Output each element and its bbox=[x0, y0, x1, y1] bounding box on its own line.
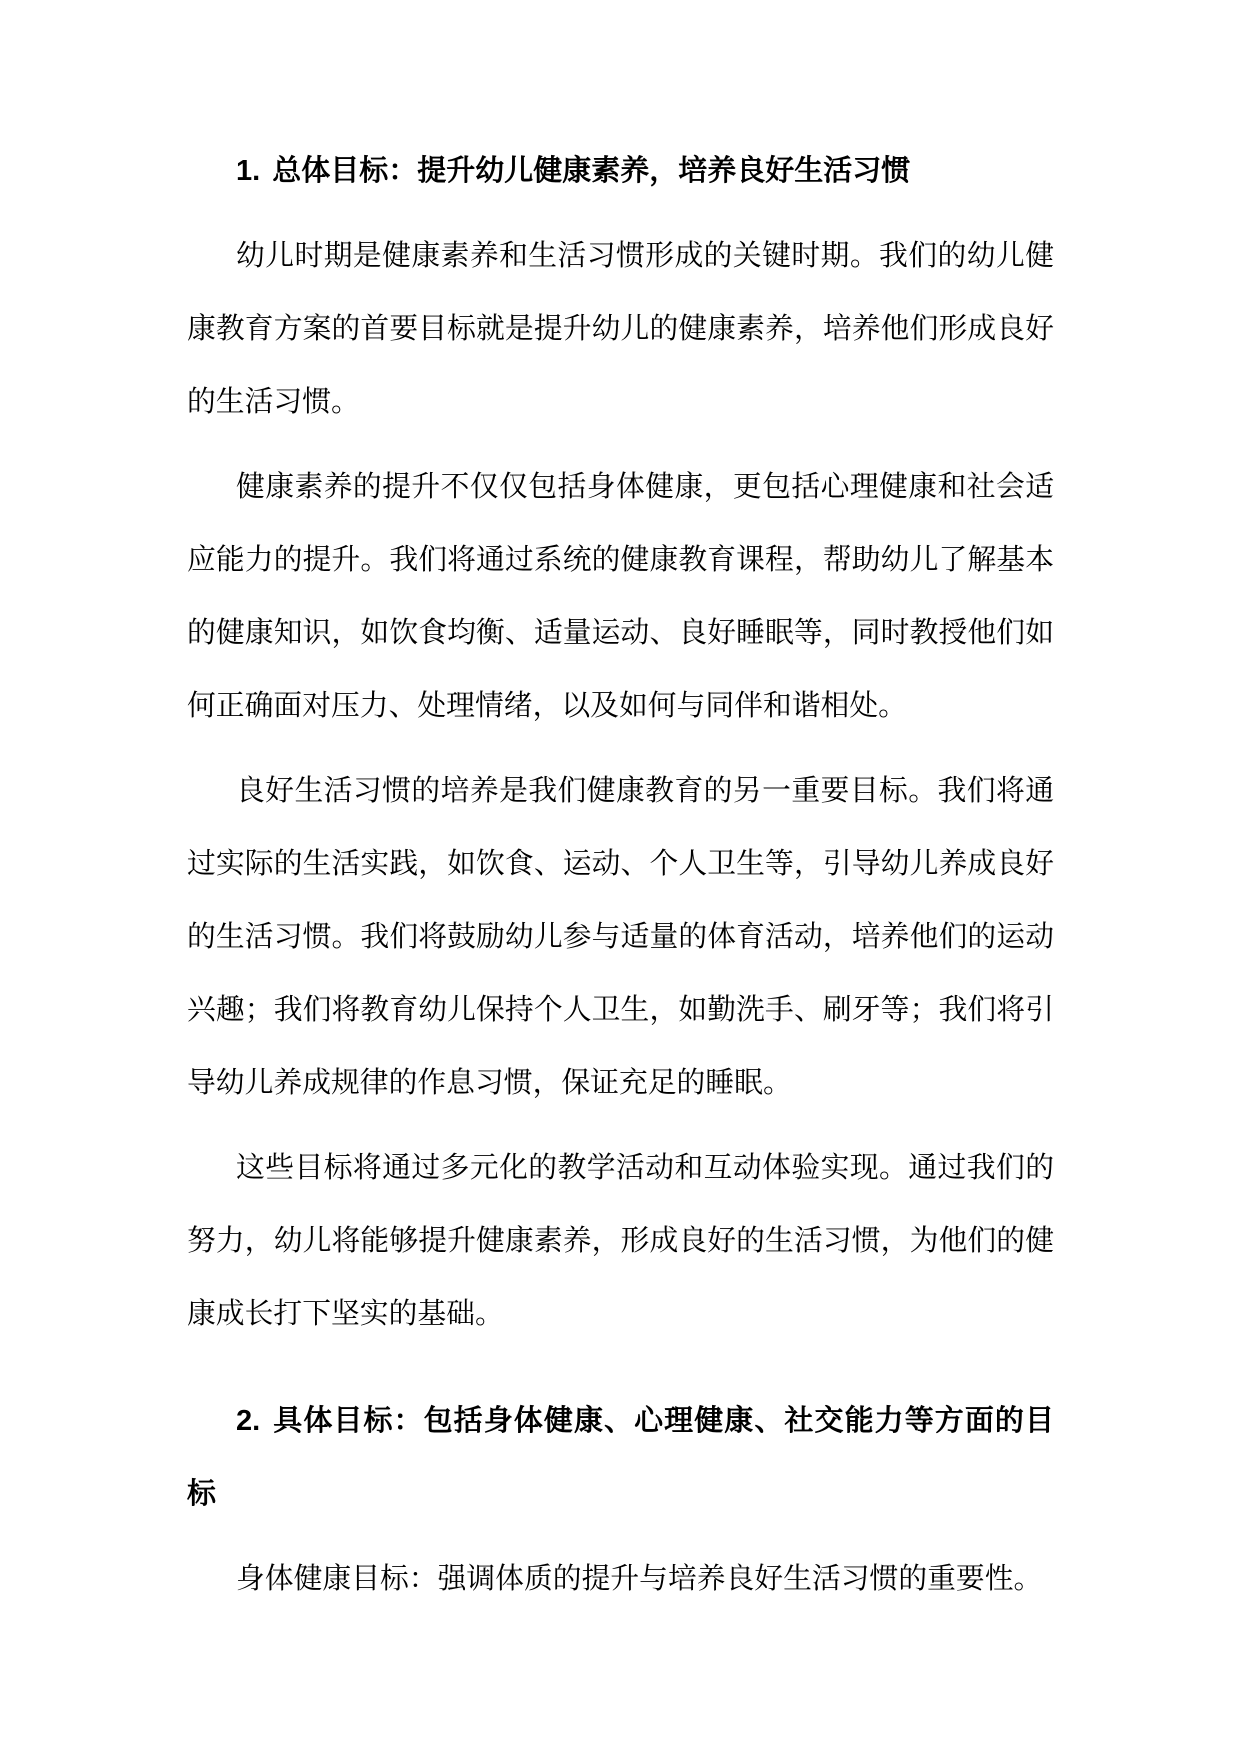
paragraph-3-line-1: 良好生活习惯的培养是我们健康教育的另一重要目标。我们将通 bbox=[236, 775, 1054, 807]
heading-1-title: 总体目标：提升幼儿健康素养，培养良好生活习惯 bbox=[272, 155, 911, 187]
paragraph-2 bbox=[187, 451, 1054, 743]
paragraph-1-line-1: 幼儿时期是健康素养和生活习惯形成的关键时期。我们的幼儿健 bbox=[236, 240, 1054, 272]
heading-2-title: 具体目标：包括身体健康、心理健康、社交能力等方面的目 bbox=[272, 1405, 1054, 1437]
heading-2 bbox=[187, 1385, 1054, 1531]
paragraph-5-line-1: 身体健康目标：强调体质的提升与培养良好生活习惯的重要性。 bbox=[236, 1563, 1043, 1595]
paragraph-5 bbox=[187, 1543, 1054, 1616]
paragraph-2-line-1: 健康素养的提升不仅仅包括身体健康，更包括心理健康和社会适 bbox=[236, 471, 1054, 503]
paragraph-1-line-2: 康教育方案的首要目标就是提升幼儿的健康素养，培养他们形成良好 bbox=[187, 313, 1054, 345]
paragraph-1 bbox=[187, 220, 1054, 439]
paragraph-1-line-3: 的生活习惯。 bbox=[187, 386, 360, 418]
paragraph-3-line-2: 过实际的生活实践，如饮食、运动、个人卫生等，引导幼儿养成良好 bbox=[187, 848, 1054, 880]
heading-2-line-2: 标 bbox=[187, 1478, 217, 1510]
heading-1-number: 1. bbox=[236, 155, 261, 187]
paragraph-3-line-3: 的生活习惯。我们将鼓励幼儿参与适量的体育活动，培养他们的运动 bbox=[187, 921, 1054, 953]
paragraph-4 bbox=[187, 1132, 1054, 1351]
paragraph-3-line-5: 导幼儿养成规律的作息习惯，保证充足的睡眠。 bbox=[187, 1067, 792, 1099]
paragraph-4-line-3: 康成长打下坚实的基础。 bbox=[187, 1298, 504, 1330]
heading-2-line-1 bbox=[187, 1385, 1054, 1458]
heading-1-line bbox=[187, 135, 1054, 208]
paragraph-4-line-1: 这些目标将通过多元化的教学活动和互动体验实现。通过我们的 bbox=[236, 1152, 1054, 1184]
paragraph-2-line-2: 应能力的提升。我们将通过系统的健康教育课程，帮助幼儿了解基本 bbox=[187, 544, 1054, 576]
heading-1 bbox=[187, 135, 1054, 208]
paragraph-4-line-2: 努力，幼儿将能够提升健康素养，形成良好的生活习惯，为他们的健 bbox=[187, 1225, 1054, 1257]
paragraph-2-line-4: 何正确面对压力、处理情绪，以及如何与同伴和谐相处。 bbox=[187, 690, 907, 722]
paragraph-3-line-4: 兴趣；我们将教育幼儿保持个人卫生，如勤洗手、刷牙等；我们将引 bbox=[187, 994, 1054, 1026]
paragraph-2-line-3: 的健康知识，如饮食均衡、适量运动、良好睡眠等，同时教授他们如 bbox=[187, 617, 1054, 649]
paragraph-3 bbox=[187, 755, 1054, 1120]
heading-2-number: 2. bbox=[236, 1405, 261, 1437]
